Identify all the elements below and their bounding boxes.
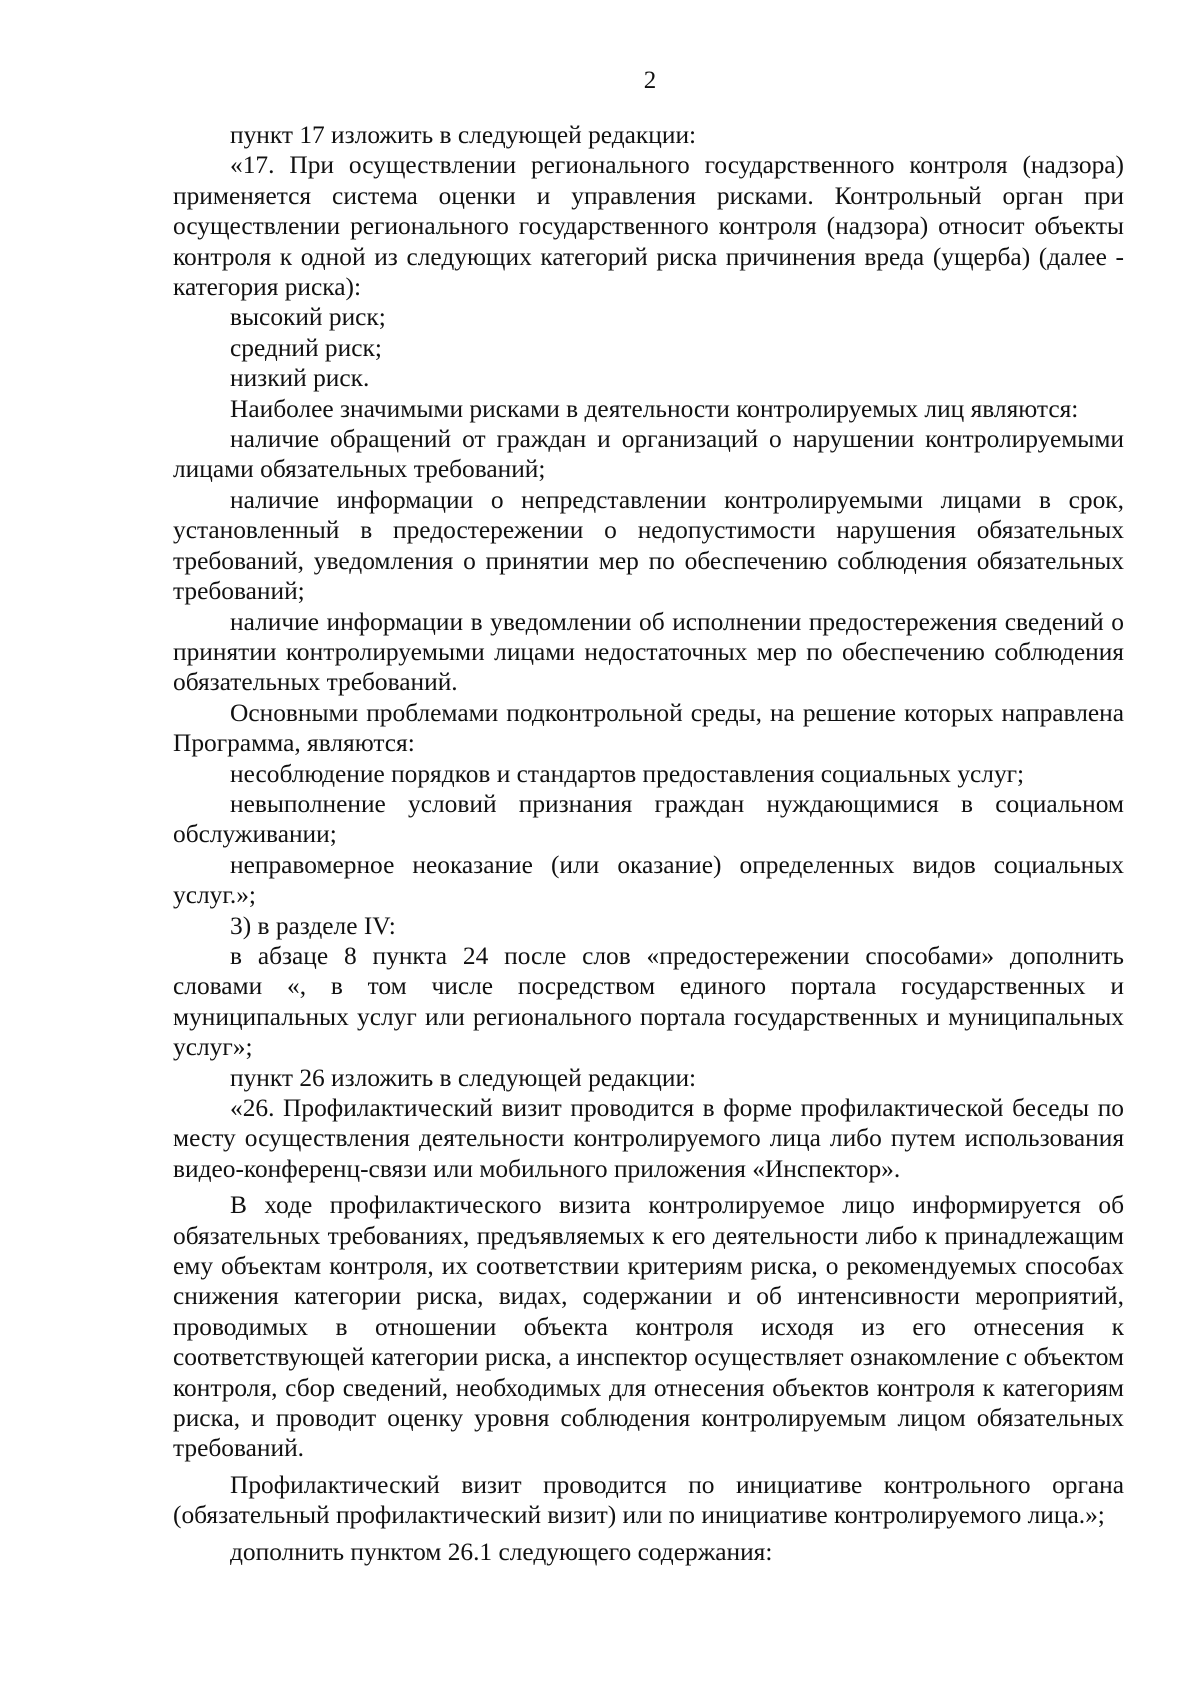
paragraph-16: пункт 26 изложить в следующей редакции:: [230, 1063, 697, 1092]
paragraph-15: в абзаце 8 пункта 24 после слов «предостережении способами» дополнить словами «, в том числе посредством единого портала государственных и муниципальных услуг или регионального портала государственных и муниципальных услуг»;: [173, 941, 1124, 1062]
paragraph-9: наличие информации в уведомлении об исполнении предостережения сведений о принятии контролируемыми лицами недостаточных мер по обеспечению соблюдения обязательных требований.: [173, 607, 1124, 697]
paragraph-17: «26. Профилактический визит проводится в форме профилактической беседы по месту осуществления деятельности контролируемого лица либо путем использования видео-конференц-связи или мобильного приложения «Инспектор».: [173, 1094, 1124, 1183]
paragraph-8: наличие информации о непредставлении контролируемыми лицами в срок, установленный в предостережении о недопустимости нарушения обязательных требований, уведомления о принятии мер по обеспечению соблюдения обязательных требований;: [173, 485, 1124, 606]
paragraph-11: несоблюдение порядков и стандартов предоставления социальных услуг;: [230, 759, 1025, 788]
paragraph-12: невыполнение условий признания граждан нуждающимися в социальном обслуживании;: [173, 789, 1124, 849]
paragraph-6: Наиболее значимыми рисками в деятельности контролируемых лиц являются:: [230, 394, 1079, 423]
paragraph-2: «17. При осуществлении регионального государственного контроля (надзора) применяется система оценки и управления рисками. Контрольный орган при осуществлении регионального государственного контроля (надзора) относит объекты контроля к одной из следующих категорий риска причинения вреда (ущерба) (далее - категория риска):: [173, 151, 1124, 302]
paragraph-1: пункт 17 изложить в следующей редакции:: [230, 121, 697, 149]
paragraph-7: наличие обращений от граждан и организаций о нарушении контролируемыми лицами обязательных требований;: [173, 425, 1124, 484]
paragraph-10: Основными проблемами подконтрольной среды, на решение которых направлена Программа, являются:: [173, 698, 1124, 758]
paragraph-3: высокий риск;: [230, 303, 386, 332]
paragraph-20: дополнить пунктом 26.1 следующего содержания:: [230, 1537, 773, 1566]
paragraph-13: неправомерное неоказание (или оказание) определенных видов социальных услуг.»;: [173, 850, 1124, 910]
page-number: 2: [643, 67, 657, 94]
document-body: [173, 120, 1124, 1567]
paragraph-19: Профилактический визит проводится по инициативе контрольного органа (обязательный профилактический визит) или по инициативе контролируемого лица.»;: [173, 1470, 1124, 1530]
paragraph-18: В ходе профилактического визита контролируемое лицо информируется об обязательных требованиях, предъявляемых к его деятельности либо к принадлежащим ему объектам контроля, их соответствии критериям риска, о рекомендуемых способах снижения категории риска, видах, содержании и об интенсивности мероприятий, проводимых в отношении объекта контроля исходя из его отнесения к соответствующей категории риска, а инспектор осуществляет ознакомление с объектом контроля, сбор сведений, необходимых для отнесения объектов контроля к категориям риска, и проводит оценку уровня соблюдения контролируемым лицом обязательных требований.: [173, 1191, 1124, 1463]
paragraph-5: низкий риск.: [230, 364, 370, 393]
paragraph-14: 3) в разделе IV:: [230, 911, 396, 940]
paragraph-4: средний риск;: [230, 333, 382, 362]
